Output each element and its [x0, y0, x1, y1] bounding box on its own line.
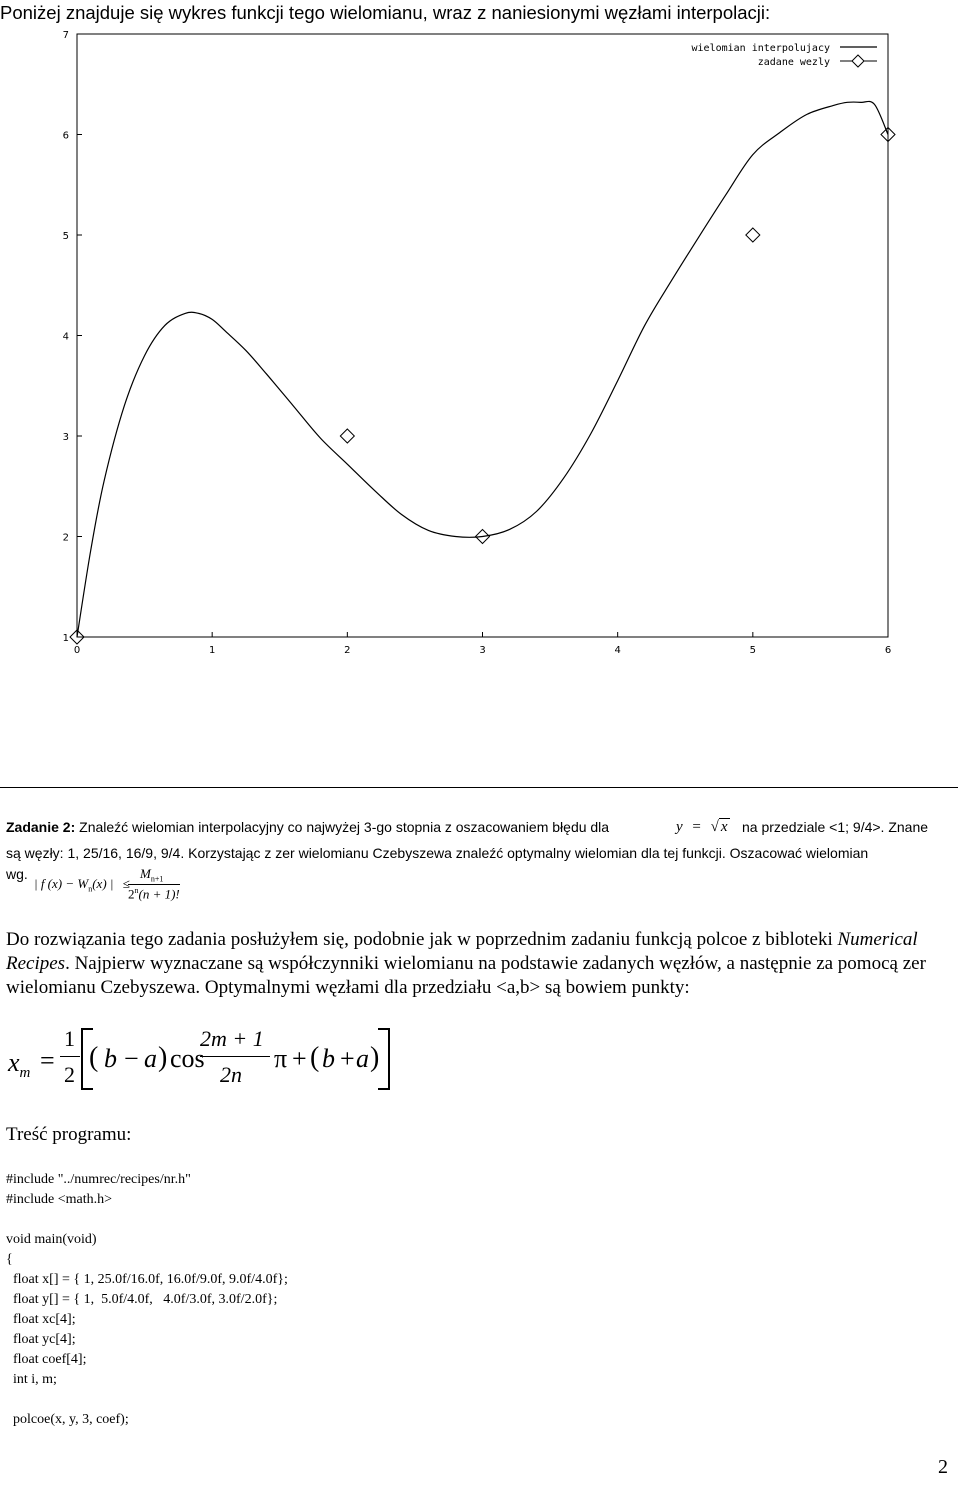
- bound-den2: (n + 1)!: [138, 886, 180, 902]
- code-line: float yc[4];: [6, 1332, 76, 1347]
- code-line: float y[] = { 1, 5.0f/4.0f, 4.0f/3.0f, 3.0f/2.0f};: [6, 1292, 278, 1307]
- node-marker: [746, 228, 760, 242]
- code-line: float xc[4];: [6, 1312, 76, 1327]
- sqrt-icon: √: [710, 819, 719, 835]
- formula-num: 2m + 1: [200, 1026, 264, 1051]
- bound-num-sub: n+1: [150, 874, 164, 884]
- formula-minus: −: [124, 1044, 139, 1073]
- formula-one: 1: [64, 1026, 75, 1051]
- bound-lhs: | f (x) − W: [34, 876, 89, 891]
- y-tick-label: 3: [62, 432, 69, 443]
- x-tick-label: 0: [73, 645, 81, 656]
- formula-lpar2: (: [310, 1042, 320, 1073]
- bound-num: M: [140, 866, 151, 881]
- legend-label-nodes: zadane wezly: [757, 57, 830, 68]
- section-divider: [0, 787, 958, 788]
- y-tick-label: 2: [62, 532, 69, 544]
- y-tick-label: 4: [62, 331, 69, 343]
- solution-recipes: Numerical Recipes: [6, 929, 918, 974]
- task-label: Zadanie 2:: [6, 819, 76, 835]
- sqrt-equation: [676, 819, 730, 836]
- solution-paragraph: [6, 928, 956, 1000]
- y-tick-label: 6: [62, 130, 69, 142]
- formula-a2: a: [356, 1044, 369, 1073]
- code-line: int i, m;: [6, 1372, 57, 1387]
- task-line-1: [6, 819, 609, 835]
- program-heading: Treść programu:: [6, 1124, 132, 1145]
- formula-rpar2: ): [370, 1042, 380, 1073]
- legend-label-polynomial: wielomian interpolujacy: [691, 43, 830, 54]
- solution-line-1: Do rozwiązania tego zadania posłużyłem się, podobnie jak w poprzednim zadaniu funkcją polcoe z bibloteki: [6, 929, 833, 950]
- solution-line-3: następnie za pomocą zer wielomianu Czebyszewa. Optymalnymi węzłami dla przedziału: [6, 953, 926, 998]
- bound-sub: n: [88, 884, 93, 894]
- page-number: 2: [938, 1456, 948, 1478]
- formula-pi: π: [274, 1044, 288, 1073]
- code-line: [6, 1390, 288, 1410]
- intro-text: Poniżej znajduje się wykres funkcji tego wielomianu, wraz z naniesionymi węzłami interpolacji:: [0, 2, 771, 23]
- y-tick-label: 5: [62, 231, 69, 242]
- code-line: {: [6, 1252, 13, 1267]
- code-line: [6, 1210, 288, 1230]
- formula-cos: cos: [170, 1044, 205, 1073]
- formula-b2: b: [322, 1044, 335, 1073]
- formula-plus: +: [292, 1044, 307, 1073]
- y-axis-ticks: [63, 30, 82, 644]
- y-tick-label: 1: [62, 633, 69, 644]
- x-tick-label: 4: [614, 645, 621, 656]
- formula-two: 2: [64, 1062, 75, 1087]
- formula-lpar: (: [89, 1042, 99, 1073]
- task-line-3: wg.: [6, 866, 28, 882]
- eq-equals: =: [692, 819, 701, 835]
- x-tick-label: 5: [749, 645, 757, 656]
- error-bound-lhs: [34, 876, 130, 894]
- formula-rpar: ): [158, 1042, 168, 1073]
- formula-half-bar: [60, 1056, 80, 1057]
- bound-le: ≤: [122, 876, 130, 891]
- plot-frame: [77, 34, 888, 637]
- bound-fraction-bar: [128, 884, 180, 885]
- series-markers-zadane-wezly: [70, 128, 895, 645]
- solution-line-4: punkty:: [631, 977, 690, 998]
- solution-line-3b: są bowiem: [545, 977, 627, 998]
- code-line: #include "../numrec/recipes/nr.h": [6, 1172, 191, 1187]
- formula-frac-bar: [200, 1056, 270, 1057]
- polynomial-chart: [0, 20, 960, 670]
- formula-plus2: +: [340, 1044, 355, 1073]
- right-bracket-icon: [378, 1028, 390, 1090]
- code-line: void main(void): [6, 1232, 97, 1247]
- bound-numerator: [140, 866, 163, 884]
- series-line-wielomian-interpolujacy: [77, 101, 888, 637]
- solution-line-2: . Najpierw wyznaczane są współczynniki wielomianu na podstawie zadanych węzłów, a: [65, 953, 735, 974]
- x-tick-label: 3: [479, 645, 486, 656]
- x-tick-label: 6: [884, 645, 892, 656]
- code-line: #include <math.h>: [6, 1192, 112, 1207]
- code-listing: [6, 1170, 288, 1430]
- formula-b1: b: [104, 1044, 117, 1073]
- formula-x: $x_m$: [8, 1048, 31, 1082]
- formula-a1: a: [144, 1044, 157, 1073]
- bound-den: 2: [128, 886, 135, 902]
- solution-interval: <a,b>: [496, 977, 541, 998]
- code-line: polcoe(x, y, 3, coef);: [6, 1412, 129, 1427]
- task-line-2: są węzły: 1, 25/16, 16/9, 9/4. Korzystając z zer wielomianu Czebyszewa znaleźć optymalny wielomian dla tej funkcji. Oszacować wielomian: [6, 845, 869, 861]
- y-tick-label: 7: [62, 30, 69, 41]
- bound-lhs2: (x) |: [92, 876, 114, 891]
- code-line: float coef[4];: [6, 1352, 87, 1367]
- task-text-1: Znaleźć wielomian interpolacyjny co najwyżej 3-go stopnia z oszacowaniem błędu dla: [79, 819, 610, 835]
- formula-eq: =: [40, 1046, 55, 1075]
- formula-den: 2n: [220, 1062, 242, 1087]
- bound-denominator: [128, 886, 180, 902]
- x-axis-ticks: [74, 632, 891, 656]
- code-line: float x[] = { 1, 25.0f/16.0f, 16.0f/9.0f, 9.0f/4.0f};: [6, 1272, 288, 1287]
- x-tick-label: 1: [208, 645, 216, 656]
- legend-diamond-marker: [852, 55, 864, 67]
- node-marker: [340, 429, 354, 443]
- task-text-2: na przedziale <1; 9/4>. Znane: [742, 819, 929, 835]
- eq-x: x: [720, 819, 728, 835]
- x-tick-label: 2: [344, 645, 351, 656]
- eq-y: y: [676, 819, 683, 835]
- legend: [692, 43, 877, 68]
- bound-den-sup: n: [134, 886, 139, 895]
